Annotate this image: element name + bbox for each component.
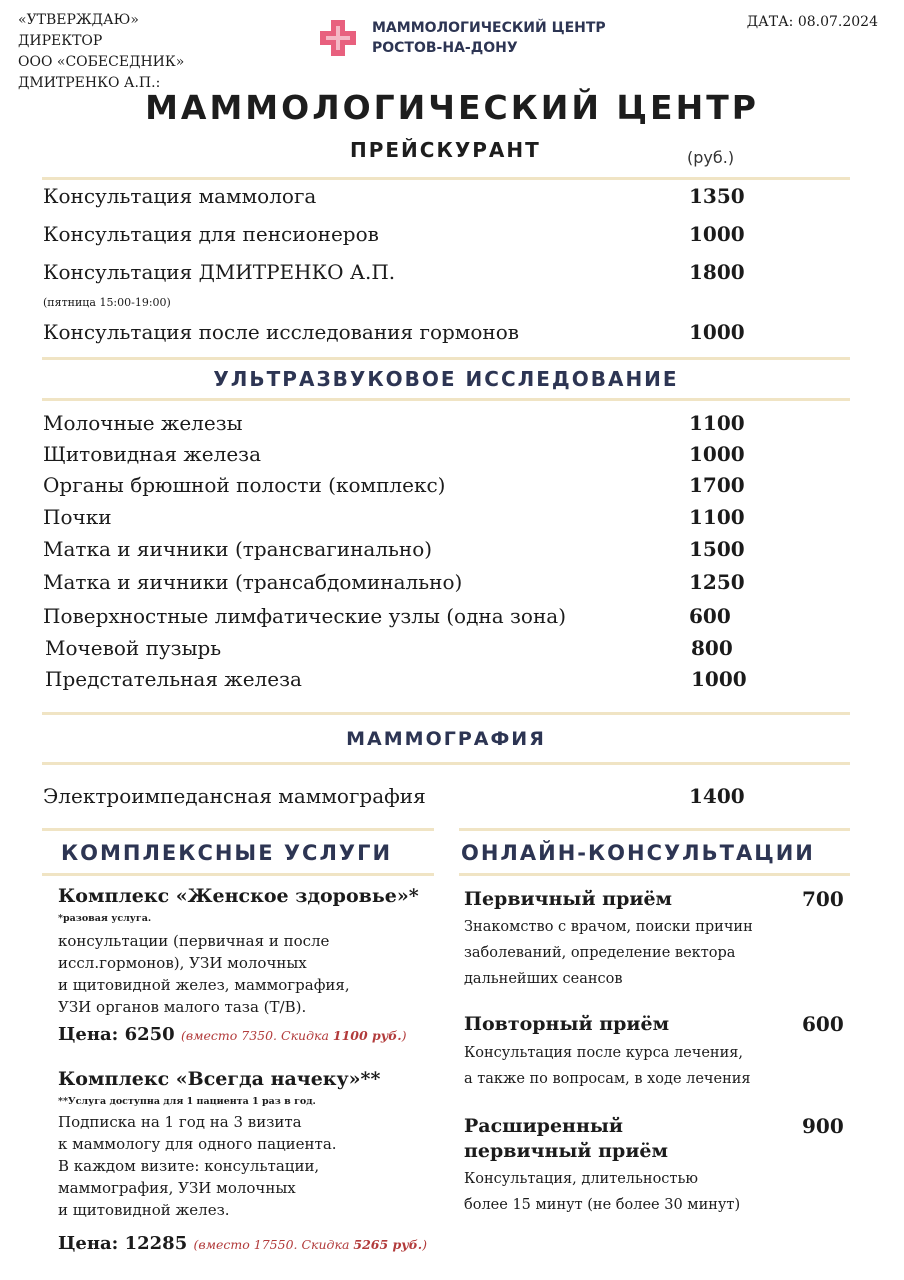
package-price [58, 1233, 427, 1254]
description-line: Подписка на 1 год на 3 визита [58, 1113, 302, 1131]
service-name: Консультация после исследования гормонов [43, 320, 520, 344]
section-title-online: ОНЛАЙН-КОНСУЛЬТАЦИИ [461, 841, 815, 865]
service-name: Консультация маммолога [43, 184, 317, 208]
divider [459, 873, 850, 876]
online-item-title [464, 1114, 668, 1164]
description-line: Консультация, длительностью [464, 1171, 698, 1187]
section-title-mammography: МАММОГРАФИЯ [346, 728, 546, 750]
service-price: 1700 [689, 473, 745, 497]
service-name: Электроимпедансная маммография [43, 784, 426, 808]
discount-amount: 5265 руб. [353, 1237, 423, 1252]
online-item-title [464, 1012, 669, 1037]
divider [42, 762, 850, 765]
title-line: Повторный приём [464, 1013, 670, 1035]
page-title: МАММОЛОГИЧЕСКИЙ ЦЕНТР [145, 88, 759, 127]
package-name: Комплекс «Женское здоровье»* [58, 885, 419, 907]
price-list-subtitle: ПРЕЙСКУРАНТ [350, 138, 541, 162]
service-note: (пятница 15:00-19:00) [43, 296, 171, 309]
description-line: маммография, УЗИ молочных [58, 1179, 296, 1197]
service-price: 1000 [689, 222, 745, 246]
divider [42, 828, 434, 831]
package-name: Комплекс «Всегда начеку»** [58, 1068, 381, 1090]
service-price: 1400 [689, 784, 745, 808]
service-name: Консультация ДМИТРЕНКО А.П. [43, 260, 396, 284]
approval-line: ДМИТРЕНКО А.П.: [18, 75, 161, 91]
package-note: **Услуга доступна для 1 пациента 1 раз в год. [58, 1096, 316, 1107]
old-price [181, 1028, 407, 1043]
description-line: а также по вопросам, в ходе лечения [464, 1071, 751, 1087]
description-line: иссл.гормонов), УЗИ молочных [58, 954, 307, 972]
package-description [58, 1111, 337, 1221]
service-name: Почки [43, 505, 112, 529]
description-line: УЗИ органов малого таза (Т/В). [58, 998, 307, 1016]
title-line: первичный приём [464, 1140, 669, 1162]
logo-text [372, 18, 606, 58]
service-name: Мочевой пузырь [45, 636, 222, 660]
description-line: и щитовидной желез. [58, 1201, 230, 1219]
divider [42, 177, 850, 180]
description-line: дальнейших сеансов [464, 971, 623, 987]
approval-line: ДИРЕКТОР [18, 33, 103, 49]
online-item-description [464, 1040, 751, 1092]
divider [42, 873, 434, 876]
online-item-description [464, 1166, 740, 1218]
service-price: 1350 [689, 184, 745, 208]
package-note: *разовая услуга. [58, 913, 152, 924]
service-name: Матка и яичники (трансабдоминально) [43, 570, 463, 594]
service-price: 1500 [689, 537, 745, 561]
discount-amount: 1100 руб. [332, 1028, 402, 1043]
service-name: Органы брюшной полости (комплекс) [43, 473, 446, 497]
online-item-title [464, 887, 672, 912]
approval-block [18, 10, 184, 94]
service-name: Поверхностные лимфатические узлы (одна зона) [43, 604, 567, 628]
service-price: 1000 [689, 442, 745, 466]
logo-line: РОСТОВ-НА-ДОНУ [372, 40, 518, 56]
section-title-complex: КОМПЛЕКСНЫЕ УСЛУГИ [61, 841, 393, 865]
old-price-close: ) [401, 1028, 407, 1043]
service-price: 800 [691, 636, 733, 660]
medical-cross-icon [318, 18, 358, 58]
online-item-price: 700 [802, 887, 844, 911]
description-line: и щитовидной желез, маммография, [58, 976, 350, 994]
package-price [58, 1024, 407, 1045]
description-line: Знакомство с врачом, поиски причин [464, 919, 753, 935]
description-line: к маммологу для одного пациента. [58, 1135, 337, 1153]
service-price: 1000 [691, 667, 747, 691]
description-line: Консультация после курса лечения, [464, 1045, 743, 1061]
service-name: Консультация для пенсионеров [43, 222, 379, 246]
approval-line: ООО «СОБЕСЕДНИК» [18, 54, 185, 70]
currency-label: (руб.) [687, 148, 735, 167]
old-price-close: ) [422, 1237, 428, 1252]
price-value: Цена: 6250 [58, 1024, 175, 1045]
old-price-text: (вместо 7350. Скидка [180, 1028, 333, 1043]
price-value: Цена: 12285 [58, 1233, 188, 1254]
service-price: 1800 [689, 260, 745, 284]
divider [42, 357, 850, 360]
service-price: 600 [689, 604, 731, 628]
document-date: ДАТА: 08.07.2024 [746, 14, 878, 30]
online-item-description [464, 914, 753, 992]
clinic-logo [318, 18, 606, 58]
old-price [194, 1237, 428, 1252]
logo-line: МАММОЛОГИЧЕСКИЙ ЦЕНТР [372, 20, 606, 36]
service-name: Молочные железы [43, 411, 243, 435]
section-title-ultrasound: УЛЬТРАЗВУКОВОЕ ИССЛЕДОВАНИЕ [213, 367, 679, 391]
description-line: В каждом визите: консультации, [58, 1157, 320, 1175]
description-line: более 15 минут (не более 30 минут) [464, 1197, 741, 1213]
service-price: 1100 [689, 411, 745, 435]
service-price: 1250 [689, 570, 745, 594]
title-line: Расширенный [464, 1115, 624, 1137]
divider [42, 398, 850, 401]
service-price: 1000 [689, 320, 745, 344]
online-item-price: 600 [802, 1012, 844, 1036]
service-name: Щитовидная железа [43, 442, 261, 466]
old-price-text: (вместо 17550. Скидка [193, 1237, 354, 1252]
divider [459, 828, 850, 831]
package-description [58, 930, 350, 1018]
approval-line: «УТВЕРЖДАЮ» [18, 12, 139, 28]
service-name: Предстательная железа [45, 667, 302, 691]
service-price: 1100 [689, 505, 745, 529]
online-item-price: 900 [802, 1114, 844, 1138]
divider [42, 712, 850, 715]
description-line: заболеваний, определение вектора [464, 945, 736, 961]
service-name: Матка и яичники (трансвагинально) [43, 537, 433, 561]
description-line: консультации (первичная и после [58, 932, 330, 950]
title-line: Первичный приём [464, 888, 673, 910]
